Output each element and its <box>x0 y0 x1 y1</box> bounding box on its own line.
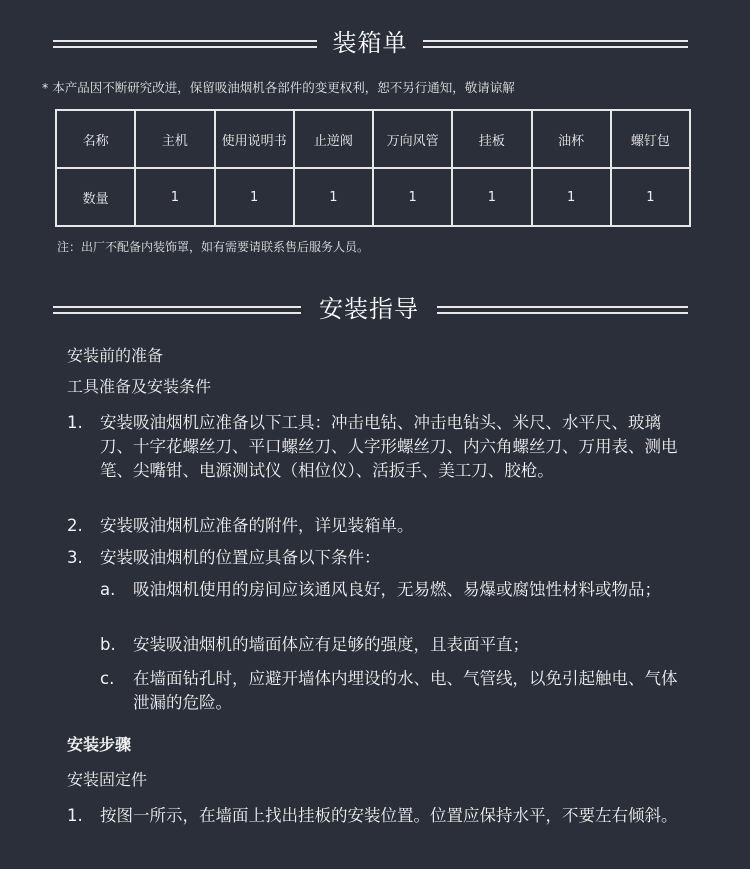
disclaimer: * 本产品因不断研究改进，保留吸油烟机各部件的变更权利，恕不另行通知，敬请谅解 <box>42 80 515 95</box>
table-header-cell: 油杯 <box>532 110 611 168</box>
table-row <box>56 168 690 226</box>
fix-heading: 安装固定件 <box>67 770 148 789</box>
list-text: 安装吸油烟机的位置应具备以下条件： <box>100 548 381 567</box>
title-rule-right <box>437 306 688 314</box>
list-text: 按图一所示，在墙面上找出挂板的安装位置。位置应保持水平，不要左右倾斜。 <box>100 806 678 825</box>
table-cell: 1 <box>611 168 690 226</box>
table-header-cell: 主机 <box>135 110 214 168</box>
table-cell: 1 <box>452 168 531 226</box>
tools-heading: 工具准备及安装条件 <box>67 377 212 396</box>
sub-list-text: 在墙面钻孔时，应避开墙体内埋设的水、电、气管线，以免引起触电、气体泄漏的危险。 <box>133 669 678 712</box>
install-title-bar <box>0 289 750 329</box>
table-header-cell: 使用说明书 <box>215 110 294 168</box>
table-cell: 数量 <box>56 168 135 226</box>
sub-list-letter: c. <box>100 669 115 688</box>
packing-table <box>55 109 691 227</box>
list-number: 1. <box>67 413 83 432</box>
table-cell: 1 <box>373 168 452 226</box>
prep-heading: 安装前的准备 <box>67 346 164 365</box>
sub-list-text: 吸油烟机使用的房间应该通风良好，无易燃、易爆或腐蚀性材料或物品； <box>133 580 661 599</box>
title-rule-right <box>423 40 688 48</box>
list-number: 2. <box>67 516 83 535</box>
packing-title: 装箱单 <box>332 29 408 57</box>
sub-list-letter: a. <box>100 580 116 599</box>
list-number: 1. <box>67 806 83 825</box>
sub-list-text: 安装吸油烟机的墙面体应有足够的强度，且表面平直； <box>133 635 529 654</box>
table-cell: 1 <box>294 168 373 226</box>
packing-title-bar <box>0 23 750 63</box>
title-rule-left <box>53 306 301 314</box>
title-rule-left <box>53 40 317 48</box>
table-header-cell: 名称 <box>56 110 135 168</box>
list-text: 安装吸油烟机应准备以下工具：冲击电钻、冲击电钻头、米尺、水平尺、玻璃刀、十字花螺丝刀、平口螺丝刀、人字形螺丝刀、内六角螺丝刀、万用表、测电笔、尖嘴钳、电源测试仪（相位仪）、活扳手、美工刀、胶枪。 <box>100 413 678 480</box>
table-cell: 1 <box>532 168 611 226</box>
list-text: 安装吸油烟机应准备的附件，详见装箱单。 <box>100 516 414 535</box>
table-row <box>56 110 690 168</box>
table-header-cell: 万向风管 <box>373 110 452 168</box>
steps-heading: 安装步骤 <box>67 735 132 754</box>
table-cell: 1 <box>135 168 214 226</box>
sub-list-letter: b. <box>100 635 116 654</box>
install-title: 安装指导 <box>319 295 419 323</box>
table-cell: 1 <box>215 168 294 226</box>
table-header-cell: 挂板 <box>452 110 531 168</box>
list-number: 3. <box>67 548 83 567</box>
packing-note: 注：出厂不配备内装饰罩，如有需要请联系售后服务人员。 <box>57 240 370 254</box>
table-header-cell: 止逆阀 <box>294 110 373 168</box>
table-header-cell: 螺钉包 <box>611 110 690 168</box>
